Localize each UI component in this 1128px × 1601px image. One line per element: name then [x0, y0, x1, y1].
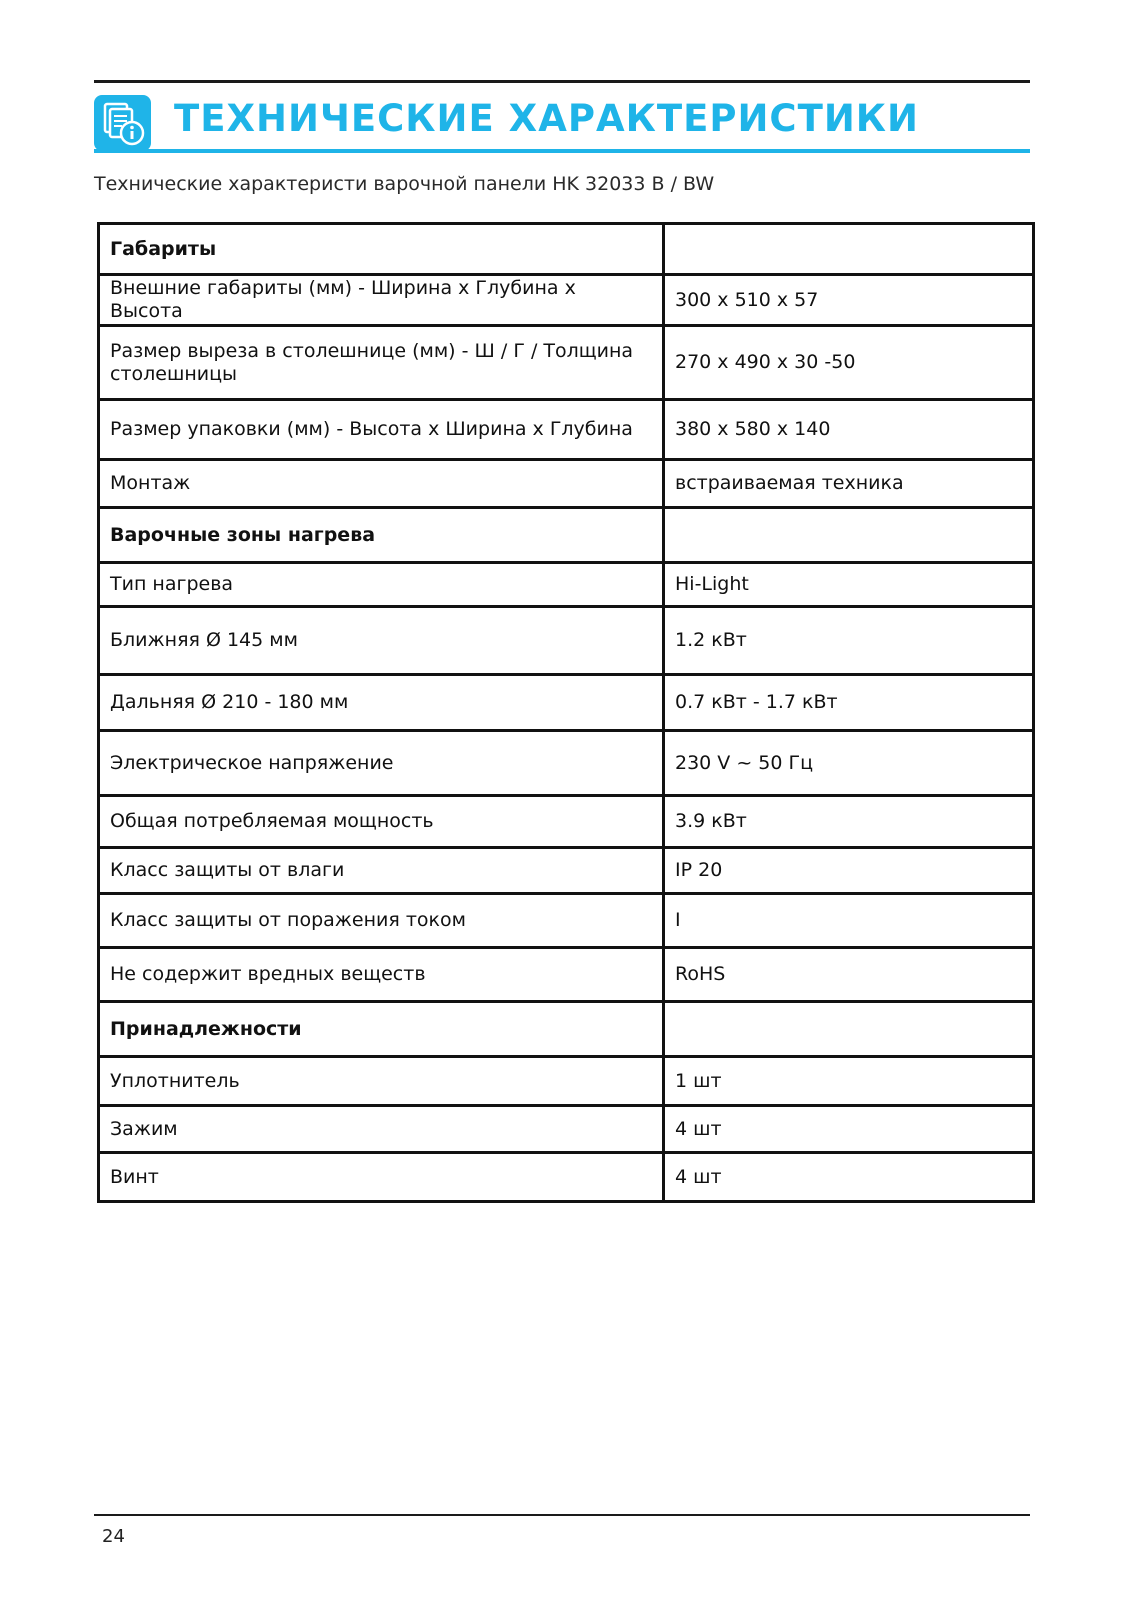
- spec-value-cell: 0.7 кВт - 1.7 кВт: [664, 675, 1034, 731]
- table-row: [99, 1057, 1034, 1106]
- table-row: [99, 400, 1034, 460]
- spec-value-cell: [664, 508, 1034, 563]
- table-row: [99, 675, 1034, 731]
- spec-name-cell: Размер выреза в столешнице (мм) - Ш / Г / Толщина столешницы: [99, 326, 664, 400]
- spec-table: [97, 222, 1035, 1203]
- spec-value-cell: 380 x 580 x 140: [664, 400, 1034, 460]
- spec-name-cell: Электрическое напряжение: [99, 731, 664, 796]
- spec-value-cell: 4 шт: [664, 1153, 1034, 1202]
- spec-value-cell: 1 шт: [664, 1057, 1034, 1106]
- document-info-icon: [94, 95, 151, 151]
- spec-name-cell: Класс защиты от поражения током: [99, 894, 664, 948]
- spec-value-cell: 230 V ~ 50 Гц: [664, 731, 1034, 796]
- spec-name-cell: Дальняя Ø 210 - 180 мм: [99, 675, 664, 731]
- subtitle: Технические характеристи варочной панели HK 32033 B / BW: [94, 173, 715, 195]
- table-row: [99, 894, 1034, 948]
- title-underline: [94, 149, 1030, 153]
- section-header-row: [99, 1002, 1034, 1057]
- spec-value-cell: I: [664, 894, 1034, 948]
- spec-name-cell: Не содержит вредных веществ: [99, 948, 664, 1002]
- table-row: [99, 731, 1034, 796]
- table-row: [99, 275, 1034, 326]
- footer-rule: [94, 1514, 1030, 1516]
- spec-value-cell: Hi-Light: [664, 563, 1034, 607]
- spec-value-cell: 270 x 490 x 30 -50: [664, 326, 1034, 400]
- spec-value-cell: 4 шт: [664, 1106, 1034, 1153]
- spec-value-cell: [664, 224, 1034, 275]
- table-row: [99, 460, 1034, 508]
- table-row: [99, 1153, 1034, 1202]
- spec-name-cell: Размер упаковки (мм) - Высота х Ширина х Глубина: [99, 400, 664, 460]
- spec-value-cell: 3.9 кВт: [664, 796, 1034, 848]
- table-row: [99, 607, 1034, 675]
- spec-name-cell: Тип нагрева: [99, 563, 664, 607]
- section-title-cell: Габариты: [99, 224, 664, 275]
- spec-name-cell: Ближняя Ø 145 мм: [99, 607, 664, 675]
- spec-name-cell: Зажим: [99, 1106, 664, 1153]
- table-row: [99, 848, 1034, 894]
- page-header: [94, 93, 1030, 153]
- section-title-cell: Варочные зоны нагрева: [99, 508, 664, 563]
- table-row: [99, 796, 1034, 848]
- section-header-row: [99, 224, 1034, 275]
- spec-value-cell: RoHS: [664, 948, 1034, 1002]
- spec-value-cell: [664, 1002, 1034, 1057]
- table-row: [99, 948, 1034, 1002]
- table-row: [99, 326, 1034, 400]
- section-header-row: [99, 508, 1034, 563]
- spec-value-cell: 300 x 510 x 57: [664, 275, 1034, 326]
- spec-name-cell: Внешние габариты (мм) - Ширина х Глубина х Высота: [99, 275, 664, 326]
- table-row: [99, 563, 1034, 607]
- spec-name-cell: Общая потребляемая мощность: [99, 796, 664, 848]
- spec-name-cell: Уплотнитель: [99, 1057, 664, 1106]
- top-rule: [94, 80, 1030, 83]
- section-title-cell: Принадлежности: [99, 1002, 664, 1057]
- page-title: ТЕХНИЧЕСКИЕ ХАРАКТЕРИСТИКИ: [174, 97, 919, 140]
- spec-name-cell: Монтаж: [99, 460, 664, 508]
- spec-value-cell: 1.2 кВт: [664, 607, 1034, 675]
- table-row: [99, 1106, 1034, 1153]
- spec-value-cell: встраиваемая техника: [664, 460, 1034, 508]
- spec-name-cell: Класс защиты от влаги: [99, 848, 664, 894]
- page-number: 24: [102, 1526, 125, 1547]
- spec-name-cell: Винт: [99, 1153, 664, 1202]
- spec-value-cell: IP 20: [664, 848, 1034, 894]
